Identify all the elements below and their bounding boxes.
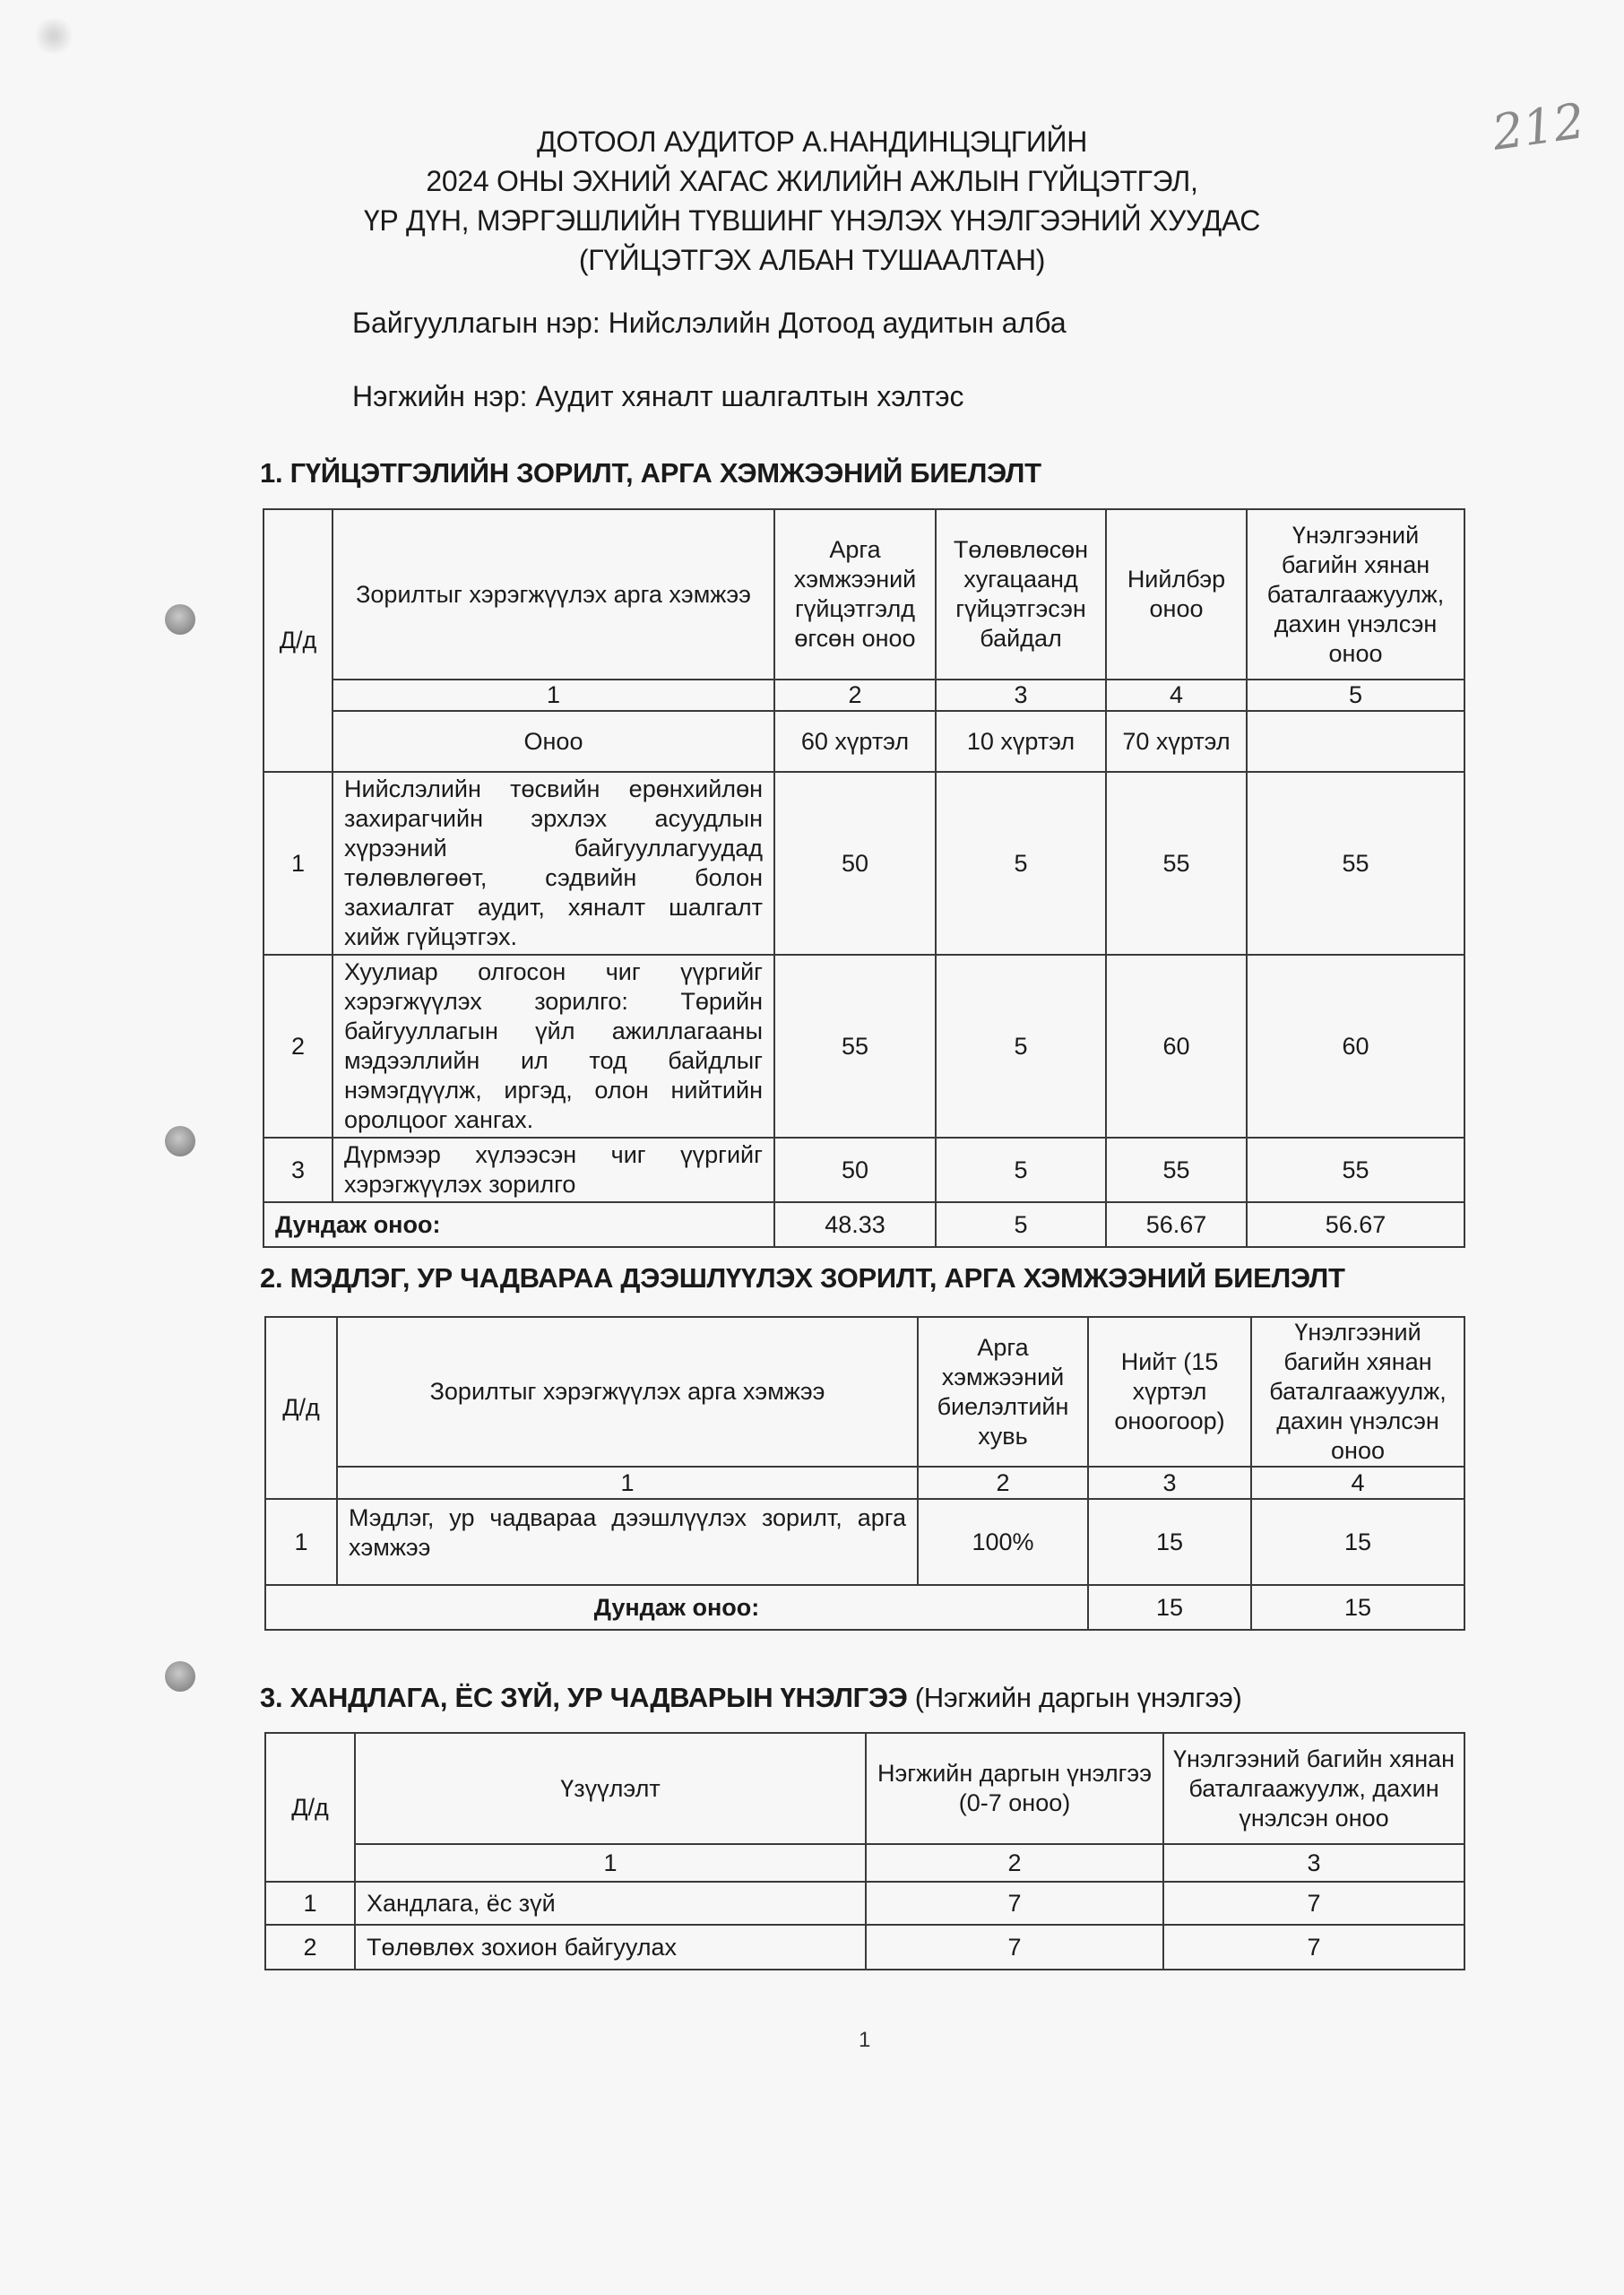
max-score-row xyxy=(263,711,1464,772)
row-text: Хандлага, ёс зүй xyxy=(355,1882,866,1925)
max-score-label: Оноо xyxy=(333,711,774,772)
section2-table xyxy=(264,1316,1465,1631)
table-cell: 15 xyxy=(1251,1499,1464,1585)
average-label: Дундаж оноо: xyxy=(263,1202,774,1247)
average-row xyxy=(263,1202,1464,1247)
column-header-timeliness: Төлөвлөсөн хугацаанд гүйцэтгэсэн байдал xyxy=(936,509,1106,680)
column-number: 4 xyxy=(1106,680,1247,711)
table-header-row xyxy=(263,509,1464,680)
row-number: 2 xyxy=(263,955,333,1138)
average-row xyxy=(265,1585,1464,1630)
table-cell: 5 xyxy=(936,772,1106,955)
section1-table xyxy=(263,508,1465,1248)
table-header-row xyxy=(265,1733,1464,1844)
unit-name: Нэгжийн нэр: Аудит хяналт шалгалтын хэлтэс xyxy=(352,380,964,412)
table-cell: 55 xyxy=(1106,1138,1247,1202)
row-number: 1 xyxy=(265,1882,355,1925)
scan-speck xyxy=(27,18,81,54)
title-line-4: (ГҮЙЦЭТГЭХ АЛБАН ТУШААЛТАН) xyxy=(578,244,1046,276)
table-cell: 5 xyxy=(936,955,1106,1138)
column-header-completion-percent: Арга хэмжээний биелэлтийн хувь xyxy=(918,1317,1088,1467)
table-cell: 60 хүртэл xyxy=(774,711,936,772)
column-header-no: Д/д xyxy=(265,1733,355,1882)
table-cell xyxy=(1247,711,1464,772)
row-number: 1 xyxy=(265,1499,337,1585)
column-header-no: Д/д xyxy=(265,1317,337,1499)
section3-heading xyxy=(260,1682,1242,1714)
punch-hole-icon xyxy=(165,604,195,635)
table-cell: 55 xyxy=(1247,772,1464,955)
table-row xyxy=(263,955,1464,1138)
row-text: Дүрмээр хүлээсэн чиг үүргийг хэрэгжүүлэх зорилго xyxy=(333,1138,774,1202)
table-cell: 7 xyxy=(866,1925,1163,1970)
average-label: Дундаж оноо: xyxy=(265,1585,1088,1630)
organization-name: Байгууллагын нэр: Нийслэлийн Дотоод аудитын алба xyxy=(352,307,1067,339)
table-cell: 15 xyxy=(1088,1585,1251,1630)
column-number: 2 xyxy=(774,680,936,711)
punch-hole-icon xyxy=(165,1661,195,1692)
table-cell: 50 xyxy=(774,772,936,955)
table-row xyxy=(263,772,1464,955)
column-number: 3 xyxy=(936,680,1106,711)
table-cell: 55 xyxy=(1247,1138,1464,1202)
row-text: Хуулиар олгосон чиг үүргийг хэрэгжүүлэх зорилго: Төрийн байгууллагын үйл ажиллагааны мэдээллийн ил тод байдлыг нэмэгдүүлж, иргэд, олон нийтийн оролцоог хангах. xyxy=(333,955,774,1138)
table-cell: 50 xyxy=(774,1138,936,1202)
table-cell: 7 xyxy=(1163,1925,1464,1970)
column-header-measure: Зорилтыг хэрэгжүүлэх арга хэмжээ xyxy=(337,1317,918,1467)
column-number: 1 xyxy=(333,680,774,711)
column-number: 2 xyxy=(866,1844,1163,1882)
column-number: 3 xyxy=(1163,1844,1464,1882)
column-number: 3 xyxy=(1088,1467,1251,1499)
table-header-row xyxy=(265,1317,1464,1467)
column-number: 1 xyxy=(355,1844,866,1882)
title-line-1: ДОТООЛ АУДИТОР А.НАНДИНЦЭЦГИЙН xyxy=(536,126,1088,158)
table-cell: 70 хүртэл xyxy=(1106,711,1247,772)
table-row xyxy=(265,1499,1464,1585)
page-number: 1 xyxy=(859,2028,871,2052)
handwritten-page-number: 212 xyxy=(1489,92,1588,161)
title-line-3: ҮР ДҮН, МЭРГЭШЛИЙН ТҮВШИНГ ҮНЭЛЭХ ҮНЭЛГЭЭНИЙ ХУУДАС xyxy=(363,204,1261,237)
row-number: 3 xyxy=(263,1138,333,1202)
table-cell: 7 xyxy=(866,1882,1163,1925)
column-number-row xyxy=(263,680,1464,711)
table-row xyxy=(265,1882,1464,1925)
column-number: 4 xyxy=(1251,1467,1464,1499)
table-cell: 55 xyxy=(774,955,936,1138)
document-title xyxy=(0,122,1624,280)
table-cell: 56.67 xyxy=(1106,1202,1247,1247)
table-cell: 15 xyxy=(1088,1499,1251,1585)
row-text: Нийслэлийн төсвийн ерөнхийлөн захирагчийн эрхлэх асуудлын хүрээний байгууллагуудад төлөвлөгөөт, сэдвийн болон захиалгат аудит, хяналт шалгалт хийж гүйцэтгэх. xyxy=(333,772,774,955)
section1-heading: 1. ГҮЙЦЭТГЭЛИЙН ЗОРИЛТ, АРГА ХЭМЖЭЭНИЙ БИЕЛЭЛТ xyxy=(260,457,1041,489)
row-text: Төлөвлөх зохион байгуулах xyxy=(355,1925,866,1970)
table-cell: 5 xyxy=(936,1202,1106,1247)
column-header-reviewed: Үнэлгээний багийн хянан баталгаажуулж, дахин үнэлсэн оноо xyxy=(1247,509,1464,680)
table-row xyxy=(265,1925,1464,1970)
column-header-no: Д/д xyxy=(263,509,333,772)
column-header-score-given: Арга хэмжээний гүйцэтгэлд өгсөн оноо xyxy=(774,509,936,680)
row-number: 1 xyxy=(263,772,333,955)
section3-table xyxy=(264,1732,1465,1970)
table-row xyxy=(263,1138,1464,1202)
table-cell: 15 xyxy=(1251,1585,1464,1630)
table-cell: 48.33 xyxy=(774,1202,936,1247)
column-header-total: Нийлбэр оноо xyxy=(1106,509,1247,680)
row-number: 2 xyxy=(265,1925,355,1970)
table-cell: 56.67 xyxy=(1247,1202,1464,1247)
column-number: 5 xyxy=(1247,680,1464,711)
column-number-row xyxy=(265,1467,1464,1499)
column-header-total: Нийт (15 хүртэл оноогоор) xyxy=(1088,1317,1251,1467)
table-cell: 55 xyxy=(1106,772,1247,955)
section2-heading: 2. МЭДЛЭГ, УР ЧАДВАРАА ДЭЭШЛҮҮЛЭХ ЗОРИЛТ, АРГА ХЭМЖЭЭНИЙ БИЕЛЭЛТ xyxy=(260,1262,1345,1294)
column-header-measure: Зорилтыг хэрэгжүүлэх арга хэмжээ xyxy=(333,509,774,680)
column-number: 1 xyxy=(337,1467,918,1499)
column-number: 2 xyxy=(918,1467,1088,1499)
table-cell: 5 xyxy=(936,1138,1106,1202)
table-cell: 100% xyxy=(918,1499,1088,1585)
section3-heading-main: 3. ХАНДЛАГА, ЁС ЗҮЙ, УР ЧАДВАРЫН ҮНЭЛГЭЭ xyxy=(260,1682,908,1713)
table-cell: 7 xyxy=(1163,1882,1464,1925)
table-cell: 60 xyxy=(1106,955,1247,1138)
column-header-reviewed: Үнэлгээний багийн хянан баталгаажуулж, дахин үнэлсэн оноо xyxy=(1251,1317,1464,1467)
section3-heading-sub: (Нэгжийн даргын үнэлгээ) xyxy=(914,1682,1242,1713)
column-header-manager-score: Нэгжийн даргын үнэлгээ (0-7 оноо) xyxy=(866,1733,1163,1844)
row-text: Мэдлэг, ур чадвараа дээшлүүлэх зорилт, арга хэмжээ xyxy=(337,1499,918,1585)
table-cell: 10 хүртэл xyxy=(936,711,1106,772)
punch-hole-icon xyxy=(165,1126,195,1156)
column-header-reviewed: Үнэлгээний багийн хянан баталгаажуулж, дахин үнэлсэн оноо xyxy=(1163,1733,1464,1844)
title-line-2: 2024 ОНЫ ЭХНИЙ ХАГАС ЖИЛИЙН АЖЛЫН ГҮЙЦЭТГЭЛ, xyxy=(426,165,1198,197)
table-cell: 60 xyxy=(1247,955,1464,1138)
column-number-row xyxy=(265,1844,1464,1882)
column-header-indicator: Үзүүлэлт xyxy=(355,1733,866,1844)
